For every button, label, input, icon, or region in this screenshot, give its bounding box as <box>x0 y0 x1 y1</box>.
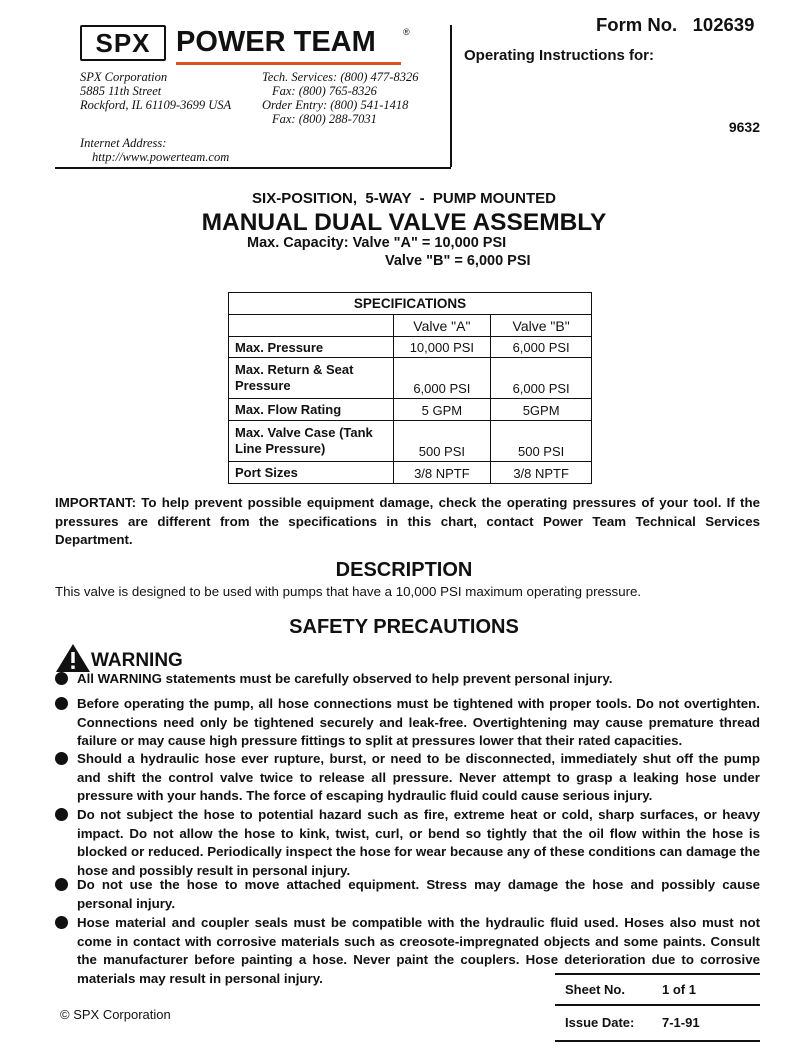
column-header-valve-b: Valve "B" <box>491 315 592 337</box>
specifications-table <box>228 292 592 484</box>
bullet-icon <box>55 697 68 710</box>
warning-triangle-icon <box>55 643 91 673</box>
safety-heading: SAFETY PRECAUTIONS <box>289 616 519 638</box>
cell-valve-b: 500 PSI <box>491 421 592 462</box>
table-row <box>229 358 592 399</box>
copyright: © SPX Corporation <box>60 1007 171 1022</box>
cell-valve-a: 10,000 PSI <box>393 337 491 358</box>
form-label: Form No. <box>596 14 678 35</box>
row-label: Max. Valve Case (Tank Line Pressure) <box>229 421 394 462</box>
table-row <box>229 462 592 484</box>
safety-bullet-text: Should a hydraulic hose ever rupture, burst, or need to be disconnected, immediately shut off the pump and shift the control valve twice to release all pressure. Never attempt to grasp a leaking hose under pressure with your hands. The force of escaping hydraulic fluid could cause serious injury. <box>77 751 760 803</box>
internet-url[interactable]: http://www.powerteam.com <box>92 150 230 164</box>
table-row <box>229 337 592 358</box>
logo-registered-mark: ® <box>403 27 410 37</box>
row-label: Port Sizes <box>229 462 394 484</box>
description-text: This valve is designed to be used with pumps that have a 10,000 PSI maximum operating pressure. <box>55 584 642 599</box>
description-heading: DESCRIPTION <box>335 559 473 581</box>
footer-rule <box>555 973 760 975</box>
safety-bullet-text: Before operating the pump, all hose connections must be tightened with proper tools. Do not overtighten. Connections need only be tightened securely and leak-free. Overtightening may cause premature thread failure or may cause high pressure fittings to split at pressures lower that their rated capacities. <box>77 696 760 748</box>
warning-text: WARNING <box>91 650 183 671</box>
safety-bullet-text: Hose material and coupler seals must be compatible with the hydraulic fluid used. Hoses also must not come in contact with corrosive materials such as creosote-impregnated objects and some paints. Consult the manufacturer before painting a hose. Never paint the couplers. Hose deterioration due to corrosive materials may result in personal injury. <box>77 915 760 986</box>
contact-numbers <box>262 70 418 126</box>
cell-valve-b: 3/8 NPTF <box>491 462 592 484</box>
table-row <box>229 421 592 462</box>
document-subtitle: SIX-POSITION, 5-WAY - PUMP MOUNTED <box>252 190 556 207</box>
company-address <box>80 70 231 112</box>
cell-valve-a: 3/8 NPTF <box>393 462 491 484</box>
issue-date-label: Issue Date: <box>565 1015 635 1030</box>
logo-spx-mark: SPX <box>80 25 166 61</box>
safety-bullet-text: All WARNING statements must be carefully observed to help prevent personal injury. <box>77 671 613 686</box>
logo-accent-rule <box>176 62 401 65</box>
bullet-icon <box>55 672 68 685</box>
cell-valve-b: 5GPM <box>491 399 592 421</box>
logo-power-team-wordmark: POWER TEAM <box>176 26 376 58</box>
power-team-logo <box>80 25 410 67</box>
footer-rule <box>555 1004 760 1006</box>
specifications-heading: SPECIFICATIONS <box>229 293 592 315</box>
column-header-valve-a: Valve "A" <box>393 315 491 337</box>
table-row <box>229 399 592 421</box>
cell-valve-b: 6,000 PSI <box>491 358 592 399</box>
cell-valve-a: 500 PSI <box>393 421 491 462</box>
form-number <box>596 14 754 36</box>
capacity-valve-b: Valve "B" = 6,000 PSI <box>385 253 531 269</box>
row-label: Max. Return & Seat Pressure <box>229 358 394 399</box>
tech-services-fax: Fax: (800) 765-8326 <box>272 84 377 98</box>
model-number: 9632 <box>728 119 760 135</box>
cell-valve-b: 6,000 PSI <box>491 337 592 358</box>
tech-services-phone: Tech. Services: (800) 477-8326 <box>262 70 419 84</box>
cell-valve-a: 5 GPM <box>393 399 491 421</box>
header-divider-vertical <box>450 25 452 167</box>
row-label: Max. Flow Rating <box>229 399 394 421</box>
bullet-icon <box>55 752 68 765</box>
cell-valve-a: 6,000 PSI <box>393 358 491 399</box>
operating-instructions-label: Operating Instructions for: <box>464 47 655 64</box>
order-entry-phone: Order Entry: (800) 541-1418 <box>262 98 409 112</box>
document-title: MANUAL DUAL VALVE ASSEMBLY <box>201 209 607 236</box>
sheet-value: 1 of 1 <box>662 982 696 997</box>
bullet-icon <box>55 808 68 821</box>
address-line: 5885 11th Street <box>80 84 162 98</box>
bullet-icon <box>55 878 68 891</box>
warning-label <box>55 643 255 673</box>
internet-label: Internet Address: <box>80 136 167 150</box>
row-label: Max. Pressure <box>229 337 394 358</box>
order-entry-fax: Fax: (800) 288-7031 <box>272 112 377 126</box>
important-notice: IMPORTANT: To help prevent possible equipment damage, check the operating pressures of your tool. If the pressures are different from the specifications in this chart, contact Power Team Technical Services Department. <box>55 495 760 547</box>
header-divider-horizontal <box>55 167 451 169</box>
capacity-valve-a: Max. Capacity: Valve "A" = 10,000 PSI <box>247 235 507 251</box>
sheet-label: Sheet No. <box>565 982 625 997</box>
safety-bullet-text: Do not subject the hose to potential hazard such as fire, extreme heat or cold, sharp surfaces, or heavy impact. Do not allow the hose to kink, twist, curl, or bend so tightly that the oil flow within the hose is blocked or reduced. Periodically inspect the hose for wear because any of these conditions can damage the hose and possibly result in personal injury. <box>77 807 760 878</box>
safety-bullet-text: Do not use the hose to move attached equipment. Stress may damage the hose and possibly cause personal injury. <box>77 877 760 911</box>
address-line: SPX Corporation <box>80 70 168 84</box>
address-line: Rockford, IL 61109-3699 USA <box>80 98 232 112</box>
bullet-icon <box>55 916 68 929</box>
table-corner <box>229 315 394 337</box>
internet-address <box>80 136 229 164</box>
issue-date-value: 7-1-91 <box>662 1015 700 1030</box>
footer-rule <box>555 1040 760 1042</box>
form-number-value: 102639 <box>692 14 755 35</box>
